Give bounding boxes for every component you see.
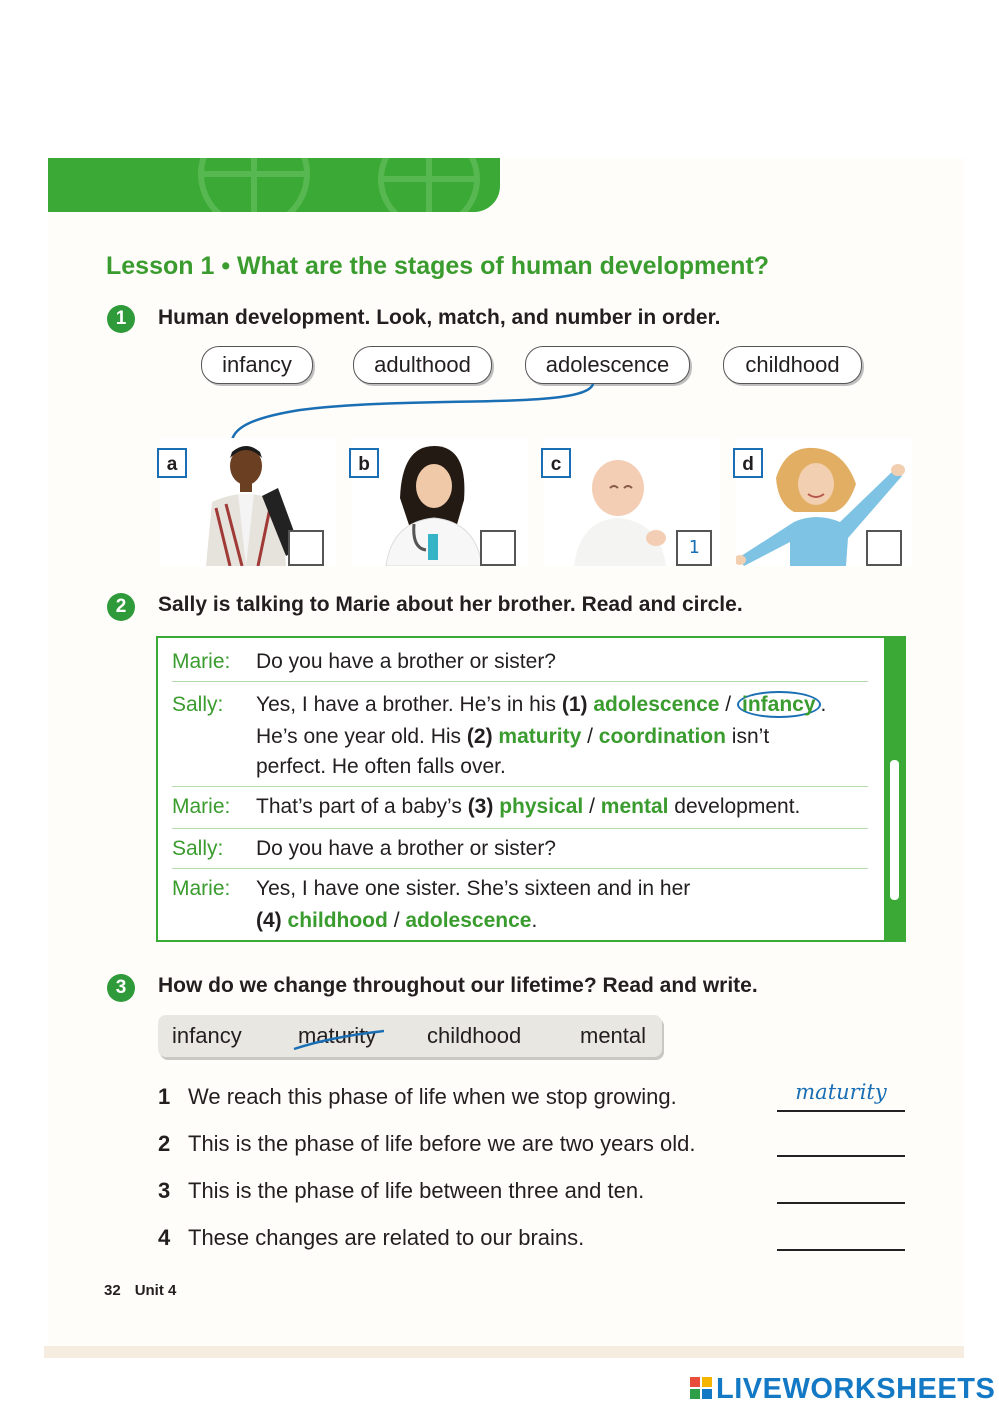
page-number: 32	[104, 1282, 121, 1299]
question-number: 3	[158, 1178, 171, 1203]
speaker-name: Marie:	[172, 877, 231, 900]
option-infancy-circled[interactable]: infancy	[737, 691, 821, 718]
exercise3-instruction: How do we change throughout our lifetime? Read and write.	[158, 974, 758, 997]
word-pill-adulthood[interactable]: adulthood	[353, 346, 492, 384]
dialog-text: development.	[668, 795, 801, 818]
dialog-text: He’s one year old. His	[256, 725, 467, 748]
speaker-name: Marie:	[172, 795, 231, 818]
option-coordination[interactable]: coordination	[598, 725, 726, 748]
question-row	[158, 1178, 644, 1204]
answer-box-a[interactable]	[288, 530, 324, 566]
dialog-line: Do you have a brother or sister?	[256, 837, 556, 860]
page-footer	[104, 1282, 190, 1299]
slash: /	[589, 795, 595, 818]
photo-label-c: c	[541, 448, 571, 478]
dialog-line	[256, 909, 537, 933]
dialog-text: .	[820, 693, 827, 716]
slash: /	[725, 693, 732, 716]
answer-box-d[interactable]	[866, 530, 902, 566]
dialog-text: .	[531, 909, 538, 932]
dialog-text: isn’t	[725, 725, 770, 748]
dialog-row	[172, 681, 868, 787]
word-pill-infancy[interactable]: infancy	[201, 346, 313, 384]
word-bank	[158, 1015, 662, 1057]
option-mental[interactable]: mental	[600, 795, 669, 818]
blank-number: (1)	[561, 693, 588, 716]
question-number: 2	[158, 1131, 171, 1156]
dialog-text: That’s part of a baby’s	[256, 795, 468, 818]
question-text: This is the phase of life before we are two years old.	[188, 1131, 696, 1156]
dialog-line	[256, 693, 826, 717]
question-row	[158, 1084, 677, 1110]
slash: /	[393, 909, 400, 932]
dialog-line	[256, 725, 769, 749]
answer-line-4[interactable]	[777, 1219, 905, 1251]
answer-box-c[interactable]: 1	[676, 530, 712, 566]
blank-number: (3)	[467, 795, 494, 818]
photo-baby	[544, 438, 720, 566]
exercise-number-1: 1	[107, 305, 135, 333]
answer-line-3[interactable]	[777, 1172, 905, 1204]
exercise-number-3: 3	[107, 974, 135, 1002]
option-childhood[interactable]: childhood	[287, 909, 388, 932]
dialog-box	[156, 636, 906, 942]
question-number: 4	[158, 1225, 171, 1250]
answer-line-2[interactable]	[777, 1125, 905, 1157]
blank-number: (2)	[466, 725, 493, 748]
watermark-text: LIVEWORKSHEETS	[716, 1373, 996, 1405]
question-row	[158, 1131, 695, 1157]
photo-girl	[736, 438, 912, 566]
word-pill-childhood[interactable]: childhood	[723, 346, 862, 384]
liveworksheets-watermark	[690, 1373, 995, 1406]
option-maturity[interactable]: maturity	[498, 725, 582, 748]
photo-label-d: d	[733, 448, 763, 478]
lesson-title: Lesson 1 • What are the stages of human development?	[106, 252, 770, 280]
dialog-row	[172, 828, 868, 869]
word-bank-item: childhood	[427, 1023, 522, 1048]
word-bank-item: mental	[580, 1023, 647, 1048]
photo-label-b: b	[349, 448, 379, 478]
question-row	[158, 1225, 584, 1251]
word-pill-adolescence[interactable]: adolescence	[525, 346, 690, 384]
unit-label: Unit 4	[134, 1282, 177, 1299]
question-text: We reach this phase of life when we stop growing.	[188, 1084, 677, 1109]
exercise2-instruction: Sally is talking to Marie about her brother. Read and circle.	[158, 593, 743, 616]
strikethrough-mark	[290, 1025, 390, 1053]
dialog-row	[172, 638, 868, 682]
dialog-line	[256, 795, 800, 819]
match-line	[0, 0, 999, 460]
word-bank-item: infancy	[172, 1023, 242, 1048]
photo-young-man	[160, 438, 336, 566]
dialog-line: Yes, I have one sister. She’s sixteen and in her	[256, 877, 691, 900]
dialog-row	[172, 868, 868, 940]
slash: /	[587, 725, 593, 748]
question-number: 1	[158, 1084, 171, 1109]
option-physical[interactable]: physical	[499, 795, 584, 818]
dialog-line: Do you have a brother or sister?	[256, 650, 556, 673]
answer-line-1[interactable]: maturity	[777, 1080, 905, 1112]
dialog-row	[172, 786, 868, 829]
photo-doctor	[352, 438, 528, 566]
page-edge	[44, 1346, 964, 1358]
dialog-line: perfect. He often falls over.	[256, 755, 506, 778]
option-adolescence[interactable]: adolescence	[593, 693, 720, 716]
dialog-text: Yes, I have a brother. He’s in his	[256, 693, 562, 716]
scrollbar-thumb[interactable]	[890, 760, 899, 900]
speaker-name: Marie:	[172, 650, 231, 673]
speaker-name: Sally:	[172, 837, 224, 860]
exercise1-instruction: Human development. Look, match, and number in order.	[158, 306, 721, 329]
speaker-name: Sally:	[172, 693, 224, 716]
liveworksheets-logo-icon	[690, 1377, 712, 1399]
exercise-number-2: 2	[107, 593, 135, 621]
photo-label-a: a	[157, 448, 187, 478]
question-text: This is the phase of life between three and ten.	[188, 1178, 645, 1203]
answer-box-b[interactable]	[480, 530, 516, 566]
question-text: These changes are related to our brains.	[188, 1225, 585, 1250]
option-adolescence[interactable]: adolescence	[405, 909, 532, 932]
scrollbar[interactable]	[884, 638, 904, 940]
word-bank-item-crossed: maturity	[298, 1023, 377, 1048]
blank-number: (4)	[256, 909, 282, 932]
